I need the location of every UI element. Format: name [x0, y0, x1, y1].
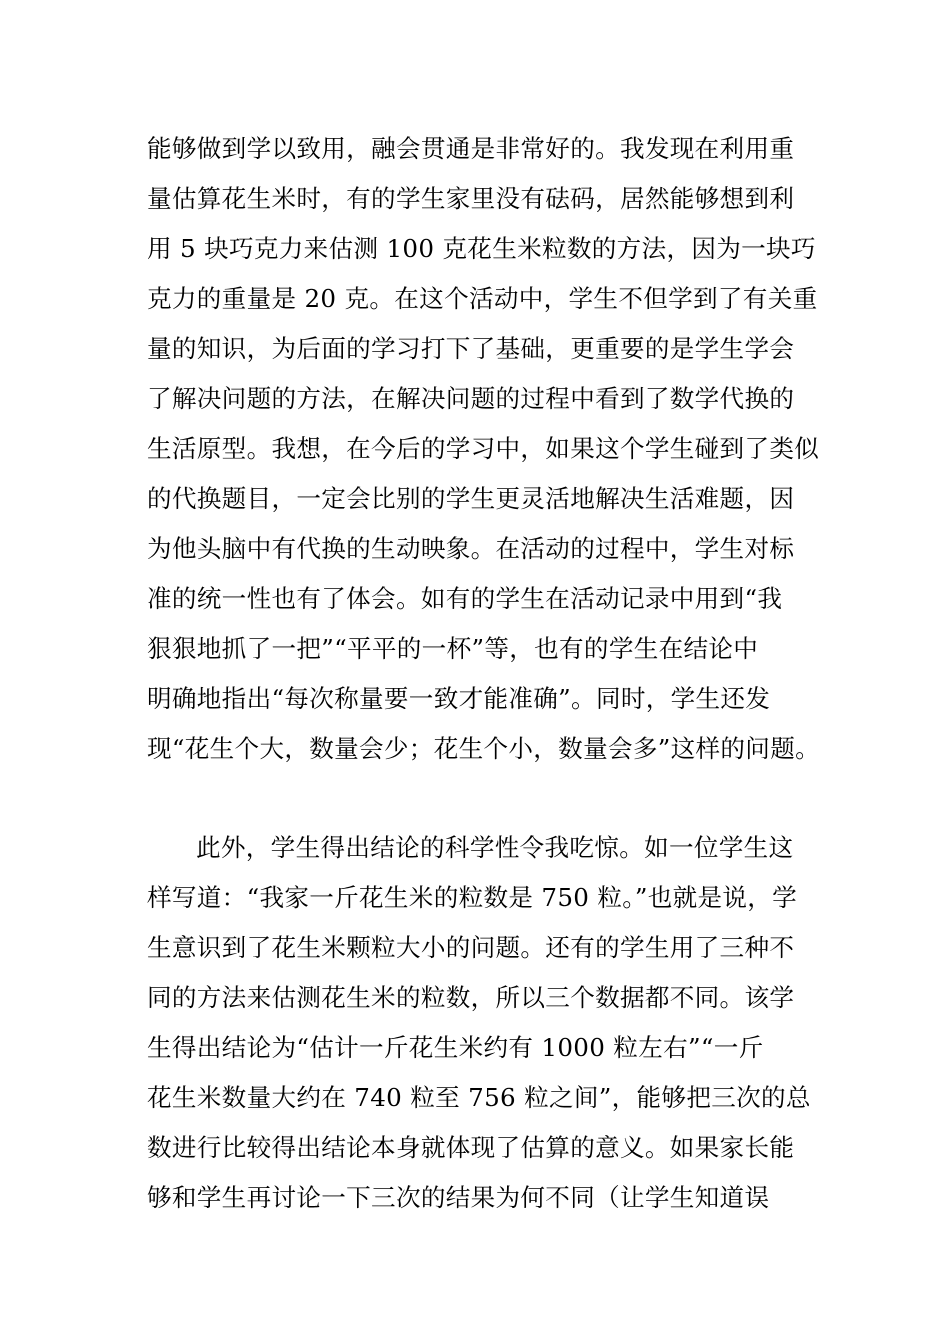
paragraph-1-line-13: 现“花生个大，数量会少；花生个小，数量会多”这样的问题。 — [147, 734, 820, 763]
paragraph-1-line-3: 用 5 块巧克力来估测 100 克花生米粒数的方法，因为一块巧 — [147, 234, 816, 263]
paragraph-1-line-7: 生活原型。我想，在今后的学习中，如果这个学生碰到了类似 — [147, 434, 820, 463]
paragraph-2-line-3: 生意识到了花生米颗粒大小的问题。还有的学生用了三种不 — [147, 933, 795, 962]
paragraph-2-line-7: 数进行比较得出结论本身就体现了估算的意义。如果家长能 — [147, 1133, 795, 1162]
paragraph-2-line-2: 样写道：“我家一斤花生米的粒数是 750 粒。”也就是说，学 — [147, 883, 798, 912]
paragraph-2-line-1: 此外，学生得出结论的科学性令我吃惊。如一位学生这 — [196, 833, 794, 862]
paragraph-2-line-8: 够和学生再讨论一下三次的结果为何不同（让学生知道误 — [147, 1183, 770, 1212]
paragraph-1-line-2: 量估算花生米时，有的学生家里没有砝码，居然能够想到利 — [147, 184, 795, 213]
paragraph-1-line-4: 克力的重量是 20 克。在这个活动中，学生不但学到了有关重 — [147, 284, 818, 313]
paragraph-1-line-6: 了解决问题的方法，在解决问题的过程中看到了数学代换的 — [147, 384, 795, 413]
paragraph-1-line-10: 准的统一性也有了体会。如有的学生在活动记录中用到“我 — [147, 584, 783, 613]
paragraph-1-line-1: 能够做到学以致用，融会贯通是非常好的。我发现在利用重 — [147, 134, 795, 163]
paragraph-1-line-5: 量的知识，为后面的学习打下了基础，更重要的是学生学会 — [147, 334, 795, 363]
paragraph-2-line-4: 同的方法来估测花生米的粒数，所以三个数据都不同。该学 — [147, 983, 795, 1012]
paragraph-2-line-5: 生得出结论为“估计一斤花生米约有 1000 粒左右”“一斤 — [147, 1033, 764, 1062]
paragraph-1-line-8: 的代换题目，一定会比别的学生更灵活地解决生活难题，因 — [147, 484, 795, 513]
paragraph-2-line-6: 花生米数量大约在 740 粒至 756 粒之间”，能够把三次的总 — [147, 1083, 811, 1112]
paragraph-1-line-9: 为他头脑中有代换的生动映象。在活动的过程中，学生对标 — [147, 534, 795, 563]
paragraph-1-line-11: 狠狠地抓了一把”“平平的一杯”等，也有的学生在结论中 — [147, 634, 759, 663]
paragraph-1-line-12: 明确地指出“每次称量要一致才能准确”。同时，学生还发 — [147, 684, 771, 713]
